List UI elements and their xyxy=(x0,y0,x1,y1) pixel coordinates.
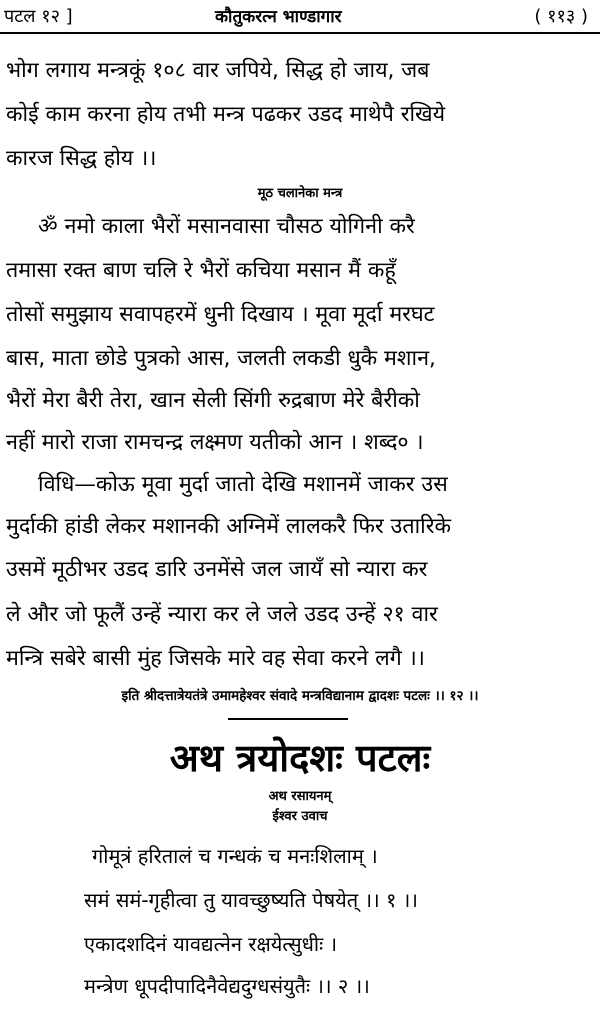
chapter-subtitle: अथ रसायनम् xyxy=(268,789,332,804)
text-line: भोग लगाय मन्त्रकूं १०८ वार जपिये, सिद्ध हो जाय, जब xyxy=(6,58,430,83)
text-line: नहीं मारो राजा रामचन्द्र लक्ष्मण यतीको आन । शब्द० । xyxy=(6,430,424,455)
chapter-label: पटल १२ ] xyxy=(4,6,73,27)
text-line: विधि—कोऊ मूवा मुर्दा जातो देखि मशानमें जाकर उस xyxy=(38,472,448,497)
chapter-title: अथ त्रयोदशः पटलः xyxy=(169,736,431,780)
text-line: भैरों मेरा बैरी तेरा, खान सेली सिंगी रुद्रबाण मेरे बैरीको xyxy=(6,388,420,413)
page-number: ( ११३ ) xyxy=(534,6,588,27)
text-line: कोई काम करना होय तभी मन्त्र पढकर उडद माथेपै रखिये xyxy=(6,102,446,127)
section-divider xyxy=(228,718,348,720)
text-line: ॐ नमो काला भैरों मसानवासा चौसठ योगिनी करै xyxy=(38,214,415,239)
text-line: मन्त्रि सबेरे बासी मुंह जिसके मारे वह सेवा करने लगै ।। xyxy=(6,646,425,671)
page-header xyxy=(0,0,600,32)
chapter-colophon: इति श्रीदत्तात्रेयतंत्रे उमामहेश्वर संवादे मन्त्रविद्यानाम द्वादशः पटलः ।। १२ ।। xyxy=(121,688,479,704)
speaker-line: ईश्वर उवाच xyxy=(272,809,328,824)
verse-line: समं समं-गृहीत्वा तु यावच्छुष्यति पेषयेत् ।। १ ।। xyxy=(84,888,418,912)
text-line: ले और जो फूलैं उन्हें न्यारा कर ले जले उडद उन्हें २१ वार xyxy=(6,602,438,627)
text-line: उसमें मूठीभर उडद डारि उनमेंसे जल जायँ सो न्यारा कर xyxy=(6,557,428,582)
header-rule xyxy=(0,32,600,34)
text-line: तमासा रक्त बाण चलि रे भैरों कचिया मसान मैं कहूँ xyxy=(6,258,396,283)
text-line: बास, माता छोडे पुत्रको आस, जलती लकडी धुकै मशान, xyxy=(6,346,436,371)
text-line: कारज सिद्ध होय ।। xyxy=(6,146,157,171)
text-line: तोसों समुझाय सवापहरमें धुनी दिखाय । मूवा मूर्दा मरघट xyxy=(6,302,435,327)
mantra-heading: मूठ चलानेका मन्त्र xyxy=(257,186,343,201)
text-line: मुर्दाकी हांडी लेकर मशानकी अग्निमें लालकरै फिर उतारिके xyxy=(6,514,452,539)
verse-line: एकादशदिनं यावद्यत्नेन रक्षयेत्सुधीः । xyxy=(84,932,338,956)
verse-line: मन्त्रेण धूपदीपादिनैवेद्यदुग्धसंयुतैः ।। २ ।। xyxy=(84,974,370,998)
verse-line: गोमूत्रं हरितालं च गन्धकं च मनःशिलाम् । xyxy=(92,844,378,868)
book-title: कौतुकरत्न भाण्डागार xyxy=(215,7,342,27)
